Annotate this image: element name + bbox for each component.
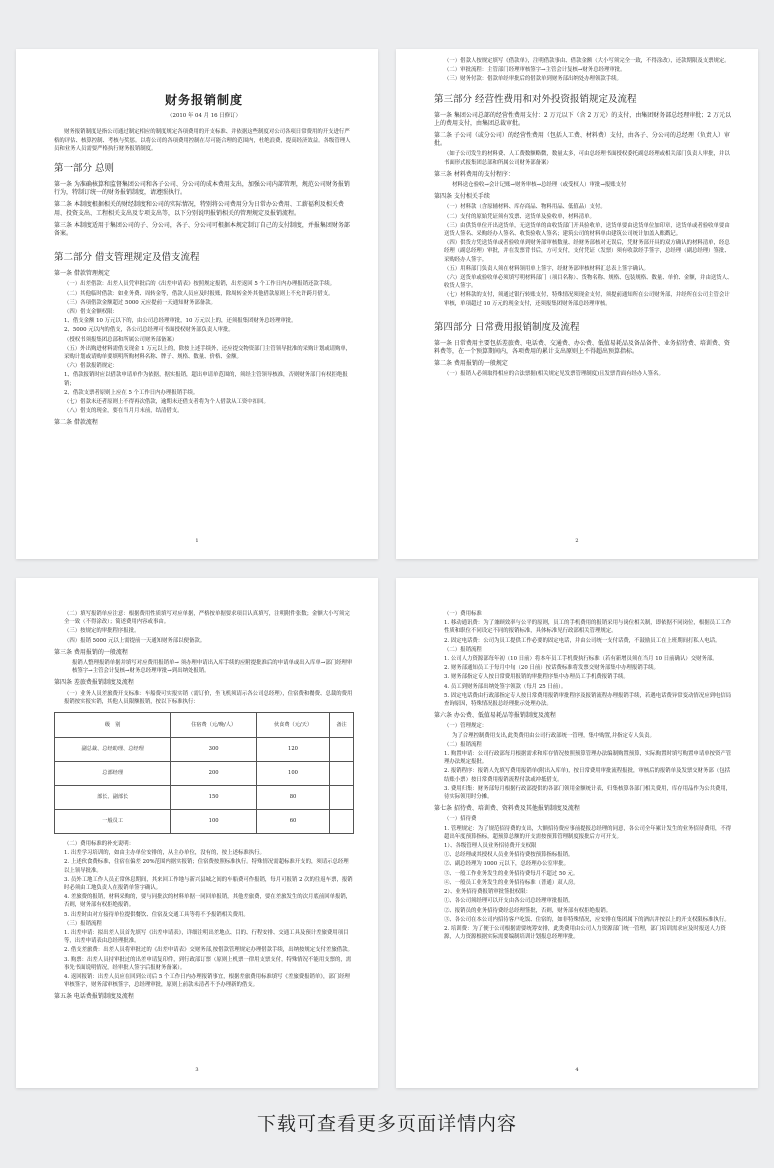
clause-text: 3. 费用归集：财务部每月根据行政部提供的各部门领用金额统计表，归集核算各部门相关费用，库存用品作为公共费用，待实际领用时分摊。 bbox=[444, 785, 732, 801]
table-cell: 150 bbox=[171, 786, 257, 810]
table-cell bbox=[330, 738, 354, 762]
table-row bbox=[55, 762, 354, 786]
phone-office-entertainment-clauses bbox=[434, 610, 734, 941]
clause-text: 2. 借支差旅费：出差人员将审批过的《出差申请表》交财务部,按借款管理规定办理借款手续，出纳按规定支付差旅借款。 bbox=[64, 947, 353, 954]
clause-text: 2. 固定电话费：公司为员工提供工作必要的固定电话，并由公司统一支付话费，不鼓励员工在上班期间打私人电话。 bbox=[444, 637, 721, 644]
clause-text: 1. 出差申请：拟出差人员首先填写《出差申请表》，详细注明出差地点、目的、行程安排、交通工具及预计差旅费用项目等，出差申请表由总经理批准。 bbox=[64, 930, 349, 945]
clause-text: （二）支付的原始凭证须有发票、送货单及验收单，材料清单。 bbox=[444, 213, 595, 220]
column-header-meals: 伙食费（元/天） bbox=[256, 713, 329, 738]
clause-text: 2. 培训费：为了便于公司根据需要统筹安排，此类费用由公司人力资源部门统一管理，部门培训需求应及时报送人力资源，人力资源根据实际需要编制培训计划报总经理审批。 bbox=[444, 925, 726, 941]
table-cell: 部长、副部长 bbox=[55, 786, 171, 810]
clause-text: 第三条 材料费用的支付程序： bbox=[434, 170, 514, 178]
clause-text: （三）按规定的审批程序报批。 bbox=[64, 628, 140, 635]
document-title: 财务报销制度 bbox=[164, 93, 243, 107]
clause-text: 2. 报销程序：报销人先填写费用报销单(附出入库单)，按日常费用审批流程报批，审核后的报销单及发票交财务部（包括结账小票）按日常费用报销流程付款或冲抵借支。 bbox=[444, 768, 730, 783]
clause-text: 第一条 借款管理规定 bbox=[54, 270, 110, 278]
document-page-2 bbox=[396, 49, 758, 559]
page-number: 2 bbox=[575, 537, 579, 544]
clause-text: 材料送仓验收→会计记账→财务审核→总经理（或受权人）审批→报账支付 bbox=[452, 182, 627, 189]
clause-text: 3. 财务部指定专人按日常费用报销的审批程序集中办理员工手机费报销手续。 bbox=[444, 674, 629, 681]
clause-text: （二）报销流程 bbox=[444, 646, 482, 653]
clause-text: 第六条 办公费、低值易耗品等报销制度及流程 bbox=[434, 712, 556, 720]
clause-text: 1. 公司人力资源部每年初（10 日前）将本年员工手机费执行标准（若有新增员须在当月 10 日前确认）交财务部。 bbox=[444, 656, 718, 663]
clause-text: 1）、各级管理人员业务招待费开支权限 bbox=[444, 843, 537, 850]
clause-text: （五）外出购进材料需借支现金 1 万元以上的，除按上述手续外，还应提交物资部门主管领导批准的采购计划或请购单，采购计划或请购单要填明所购材料名称、牌子、规格、数量、价格、金额。 bbox=[64, 345, 352, 361]
table-cell: 100 bbox=[171, 810, 257, 834]
clause-text: ①、各公司须经理可以开支由各公司总经理审批报销。 bbox=[444, 898, 574, 905]
table-header-row bbox=[55, 713, 354, 738]
clause-text: 1、借支金额 10 万元以下的，由公司总经理审批，10 万元以上的，还须报集团财务总经理审批。 bbox=[64, 318, 297, 325]
intro-paragraph: 财务报销制度是指公司通过制定相应的制度规定各项费用的开支标准、并依据这些制度对公司各项日常费用的开支进行严格的评估、核算控制、考核与奖惩。以将公司的各项费用控制在尽可能合理的范围内，杜绝浪费，提高经济效益。各级管理人员和业务人员需要严格执行财务报销制度。 bbox=[54, 129, 351, 152]
clause-text: （二）其他临时借款：如业务费、周转金等，借款人员应及时报账，除周转金外其他借款原则上不允许跨月借支。 bbox=[64, 290, 334, 297]
page-number: 1 bbox=[195, 537, 199, 544]
table-row bbox=[55, 810, 354, 834]
clause-text: （二）填写报销单应注意：根据费用性质填写对应单据，严格按单据要求项目认真填写，注明附件张数；金额大小写须完全一致（不得涂改）；简述费用内容或事由。 bbox=[64, 611, 350, 626]
clause-text: （授权书须报集团总部和所属公司财务部备案） bbox=[64, 336, 178, 343]
clause-text: （如子公司发生的材料费、人工费数额略微，数量太多，可由总经理书面授权委托副总经理或相关部门负责人审批，并以书面形式报集团总部和所属公司财务部备案） bbox=[444, 151, 730, 166]
clause-text: ②、报销员的业务招待费经总经理签批，否则，财务部有权拒绝报销。 bbox=[444, 907, 612, 914]
clause-text: 2. 财务部通知员工于每月中旬（20 日前）按话费标准将发票交财务部集中办理报销手续。 bbox=[444, 665, 659, 672]
clause-text: 第三条 本制度适用于集团公司的子、分公司，各子、分公司可根据本规定制订自己的支付制度，并报集团财务部备案。 bbox=[54, 221, 350, 238]
column-header-level: 级 别 bbox=[55, 713, 171, 738]
clause-text: （三）财务付款：借款单经审批后的借款单到财务部出纳处办理领款手续。 bbox=[444, 76, 622, 83]
document-page-4 bbox=[396, 578, 758, 1088]
clause-text: （一）费用标准 bbox=[444, 611, 482, 617]
clause-text: （二）费用标准的补充说明： bbox=[64, 841, 135, 848]
section-heading-general: 第一部分 总则 bbox=[54, 163, 115, 175]
document-page-1 bbox=[16, 49, 378, 559]
clause-text: （一）借款人按规定填写《借款单》，注明借款事由、借款金额（大小写须完全一致，不得涂改），还款期限及支票规定。 bbox=[444, 58, 730, 64]
table-cell: 副总裁、总经助理、总经理 bbox=[55, 738, 171, 762]
clause-text: 第一条 为准确核算和监督集团公司和各子公司、分公司的成本费用支出，加强公司内部管理，规范公司财务报销行为，特制订统一的财务报销制度，请遵照执行。 bbox=[54, 181, 350, 197]
clause-text: （一）报销人必须取得相应的合法票据(相关规定见发票管理制度)且发票背面有经办人签名。 bbox=[444, 371, 664, 378]
page-1-content bbox=[54, 49, 354, 430]
clause-text: 第二条 借款流程 bbox=[54, 419, 98, 427]
table-cell: 总部经理 bbox=[55, 762, 171, 786]
page-3-content bbox=[54, 610, 354, 1004]
download-caption: 下载可查看更多页面详情内容 bbox=[256, 1113, 517, 1135]
table-row bbox=[55, 738, 354, 762]
page-number: 3 bbox=[195, 1066, 199, 1073]
clause-text: （四）借支金额权限： bbox=[64, 309, 118, 316]
clause-text: ④、一般员工业务发生的业务招待标准（普通）双人房。 bbox=[444, 879, 579, 886]
clause-text: （八）借支的现金，要在当月月末前，结清借支。 bbox=[64, 408, 183, 415]
clause-text: ①、总经理或其授权人员业务招待费按预算指标报销。 bbox=[444, 852, 574, 859]
clause-text: （六）送货单或验收单必须填写明材料部门（项目名称）、货物名称、规格、包装规格、数量、单价、金额，并由送货人、收货人签字。 bbox=[444, 275, 733, 290]
section-heading-borrowing: 第二部分 借支管理规定及借支流程 bbox=[54, 252, 200, 264]
table-cell: 80 bbox=[256, 786, 329, 810]
clause-text: 第二条 费用报销的一般规定 bbox=[434, 360, 508, 368]
clause-text: （六）借款报销规定： bbox=[64, 363, 118, 370]
clause-text: （三）由供货单位开出送货单，无送货单的由收货部门开具验收单，送货单要由送货单位加印章，送货单或者验收单要由送货人签名、采购经办人签名、收货验收人签名；建筑公司的材料单由建筑公司统计加盖入账戳记。 bbox=[444, 222, 730, 238]
clause-text: 2、借款支票者原则上应在 5 个工作日内办理报销手续。 bbox=[64, 389, 199, 396]
clause-text: 为了合理控制费用支出,此类费用由公司行政部统一管理，集中购置,并指定专人负责。 bbox=[452, 732, 655, 739]
clause-text: 1. 管理规定：为了规范招待费的支出，大额招待费应事前提报总经理的同意，各公司全年累计发生的业务招待费用，不得超出年度预算指标，超预算总额的开支需按预算管理制度报批后方可开支。 bbox=[444, 825, 732, 840]
borrowing-process-items bbox=[434, 57, 734, 84]
clause-text: （一）业务人员差旅费开支标准：车船费可实报实销（需订价，坐飞机须请示各公司总经理），住宿费和餐费、总裁的费用报销按实报实销，其他人员限额报销，按以下标准执行： bbox=[64, 690, 353, 705]
clause-text: 1、借款报销时应以借款申请单作为依据，据实报销，超出申请单范围的，须经主管领导核准，否则财务部门有权拒绝报销； bbox=[64, 372, 348, 387]
travel-allowance-table bbox=[54, 712, 354, 834]
table-cell: 200 bbox=[171, 762, 257, 786]
operating-expense-clauses bbox=[434, 112, 734, 308]
column-header-remarks: 备注 bbox=[330, 713, 354, 738]
table-cell bbox=[330, 810, 354, 834]
clause-text: 第七条 招待费、培训费、资料费及其他报销制度及流程 bbox=[434, 805, 580, 813]
clause-text: 4. 返回报销：出差人员应在回到公司后 5 个工作日内办理报销事宜，根据差旅费用标准填写《差旅费报销单》，部门经理审核签字，财务部审核签字，总经理审批，原则上前款未清者不予办理新的借支。 bbox=[64, 974, 350, 989]
clause-text: （四）供货方凭送货单或者验收单到财务部审核数量、经财务部核对无误后，凭财务部开具的双方确认的材料清单，经总经理（副总经理）审批，并在发票背书后，方可支付，支付凭证（发票）须有收款经手签字，总经理（副总经理）签批、采购经办人签字。 bbox=[444, 240, 730, 263]
clause-text: （七）借款未还者原则上不得再次借款，逾期未还借支者将为个人借款从工资中扣回。 bbox=[64, 399, 269, 406]
clause-text: 第四条 支付相关手续 bbox=[434, 193, 490, 201]
clause-text: 第一条 日常费用主要包括差旅费、电话费、交通费、办公费、低值易耗品及备品备件、业务招待费、培训费、资料费等，在一个预算期间内，各项费用的累计支出原则上不得超出预算指标。 bbox=[434, 339, 730, 356]
clause-text: 2. 上述伙食费标准，住宿在偏差 20%范围内据实报销；住宿费按照标准执行。特殊情况需超标准开支的，须请示总经理以上领导批准。 bbox=[64, 859, 349, 874]
daily-expense-clauses bbox=[434, 340, 734, 379]
table-row bbox=[55, 786, 354, 810]
page-2-content bbox=[434, 57, 734, 380]
clause-text: 4. 员工到财务部出纳处签字领款（每月 25 日前）。 bbox=[444, 683, 567, 690]
table-cell bbox=[330, 762, 354, 786]
column-header-lodging: 住宿费（元/晚/人） bbox=[171, 713, 257, 738]
clause-text: （三）报销流程 bbox=[64, 920, 102, 927]
table-cell: 一般员工 bbox=[55, 810, 171, 834]
clause-text: （七）材料款的支付，须通过银行转账支付，特殊情况须现金支付，须提前通知所在公司财务部，并经所在公司主管会计审核，单项超过 10 万元的现金支付，还须报集团财务部总经理审核。 bbox=[444, 292, 730, 307]
clause-text: （一）管理规定： bbox=[444, 723, 488, 730]
clause-text: （三）各项借款金额超过 5000 元应提前一天通知财务部备款。 bbox=[64, 299, 216, 306]
borrowing-clauses bbox=[54, 270, 354, 427]
clause-text: （四）报销 5000 元以上需提前一天通知财务部以便备款。 bbox=[64, 637, 206, 644]
clause-text: 1. 移动通讯费：为了兼顾效率与公平的原则，员工的手机费用的报销采用与岗位相关制，即依据不同岗位，根据员工工作性质和职位不同设定不同的报销标准，具体标准见行政部相关管理规定。 bbox=[444, 620, 732, 635]
clause-text: （一）出差借款：出差人员凭审批后的《出差申请表》按照规定报销，出差返回 5 个工作日内办理报销还款手续。 bbox=[64, 281, 335, 288]
table-cell: 60 bbox=[256, 810, 329, 834]
clause-text: 报销人整理报销单据并填写对应费用报销单→ 须办理申请出入库手续的应附提批准后的申请单或出入库单→部门经理审核签字→主管会计复核→财务总经理审批→到出纳处报销。 bbox=[72, 660, 353, 675]
clause-text: 2）、业务招待费报销审批签批权限： bbox=[444, 889, 531, 896]
clause-text: 第五条 电话费报销制度及流程 bbox=[54, 993, 134, 1001]
clause-text: 第二条 子公司（或分公司）的经营性费用（包括人工费、材料费）支付，由各子、分公司的总经理（负责人）审批。 bbox=[434, 132, 730, 148]
clause-text: 第一条 集团公司总部的经营性费用支付：2 万元以下（含 2 万元）的支付，由集团财务部总经理审批；2 万元以上的费用支付，由集团总裁审批。 bbox=[434, 111, 731, 127]
page-number: 4 bbox=[575, 1066, 579, 1073]
table-cell: 300 bbox=[171, 738, 257, 762]
general-clauses bbox=[54, 181, 354, 238]
reimbursement-rules bbox=[54, 610, 354, 706]
clause-text: ③、一般工作业务发生的业务招待费每月不超过 50 元。 bbox=[444, 870, 579, 877]
clause-text: ③、各公司在本公司内招待客户吃饭、住宿的，如非特殊情况，应安排在集团属下的酒店并按以上的开支权限标准执行。 bbox=[444, 916, 730, 923]
document-page-3 bbox=[16, 578, 378, 1088]
clause-text: 2、5000 元以内的借支，各公司总经理可书面授权财务部负责人审批。 bbox=[64, 327, 234, 334]
clause-text: 1. 出差学习培训的，如由主办单位安排的，从主办单位，没有的，按上述标准执行。 bbox=[64, 850, 265, 857]
clause-text: 第三条 费用报销的一般流程 bbox=[54, 648, 128, 656]
page-4-content bbox=[434, 610, 734, 942]
clause-text: 4. 差旅费的报销，材料采购的，要与同批次的材料单据一同回单报销，其他差旅费，要在差旅发生的次月底前回单报销，否则，财务部有权拒绝报销。 bbox=[64, 894, 352, 909]
clause-text: 3. 购票：出差人员持审批过的出差申请复印件，到行政部订票（原则上机票一律用支票支付，特殊情况不能用支票的，需事先书面说明情况，经审批人签字后报财务备案）。 bbox=[64, 956, 352, 971]
clause-text: （二）报销流程 bbox=[444, 741, 482, 748]
clause-text: （一）招待费 bbox=[444, 816, 477, 823]
table-cell: 120 bbox=[256, 738, 329, 762]
clause-text: 第二条 本制度根据相关的财经制度和公司的实际情况，特别将公司费用分为日常办公费用、工薪福利及相关费用、投资支出、工程相关支出及专项支出等，以下分别说明报销相关的管理规定及报销流程。 bbox=[54, 201, 344, 217]
table-cell bbox=[330, 786, 354, 810]
revision-date: （2010 年 04 月 16 日修订） bbox=[167, 113, 241, 120]
clause-text: （五）用料部门负责人须在材料领用单上签字，经财务部审核材料汇总表上签字确认。 bbox=[444, 265, 649, 272]
travel-expense-notes bbox=[54, 840, 354, 1002]
clause-text: 1. 购置申请：公司行政部每月根据需求和库存情况按照预算管理办法编制购置预算，实际购置时填写购置申请单按资产管理办法规定报批。 bbox=[444, 751, 732, 766]
clause-text: 5. 固定电话费由行政部指定专人按日常费用报销审批程序及报销流程办理报销手续，若遇电话费异常变动情况应到电信局查询原因，特殊情况报总经理批示处理办法。 bbox=[444, 692, 732, 708]
clause-text: （二）审批流程：主管部门经理审核签字→主管会计复核→财务总经理审批。 bbox=[444, 67, 626, 74]
table-cell: 100 bbox=[256, 762, 329, 786]
section-heading-operating-expenses: 第三部分 经营性费用和对外投资报销规定及流程 bbox=[434, 93, 637, 105]
clause-text: 第四条 差旅费报销制度及流程 bbox=[54, 679, 134, 687]
clause-text: 5. 出差时由对方接待单位提供餐饮、住宿及交通工具等将不予报销相关费用。 bbox=[64, 911, 249, 918]
clause-text: 3. 员外工地工作人员正常休息期间，其来回工作地与新兴县城之间的车船费可作报销，每月可报销 2 次的往返车票，报销时必须由工地负责人在报销单签字确认。 bbox=[64, 876, 353, 892]
clause-text: ②、副总经理为 1000 元以下，总经理办公室审批。 bbox=[444, 861, 569, 868]
clause-text: （一）材料款（含原辅材料、库存商品、物料用品、低值品）支付。 bbox=[444, 204, 606, 211]
section-heading-daily-expenses: 第四部分 日常费用报销制度及流程 bbox=[434, 321, 580, 333]
